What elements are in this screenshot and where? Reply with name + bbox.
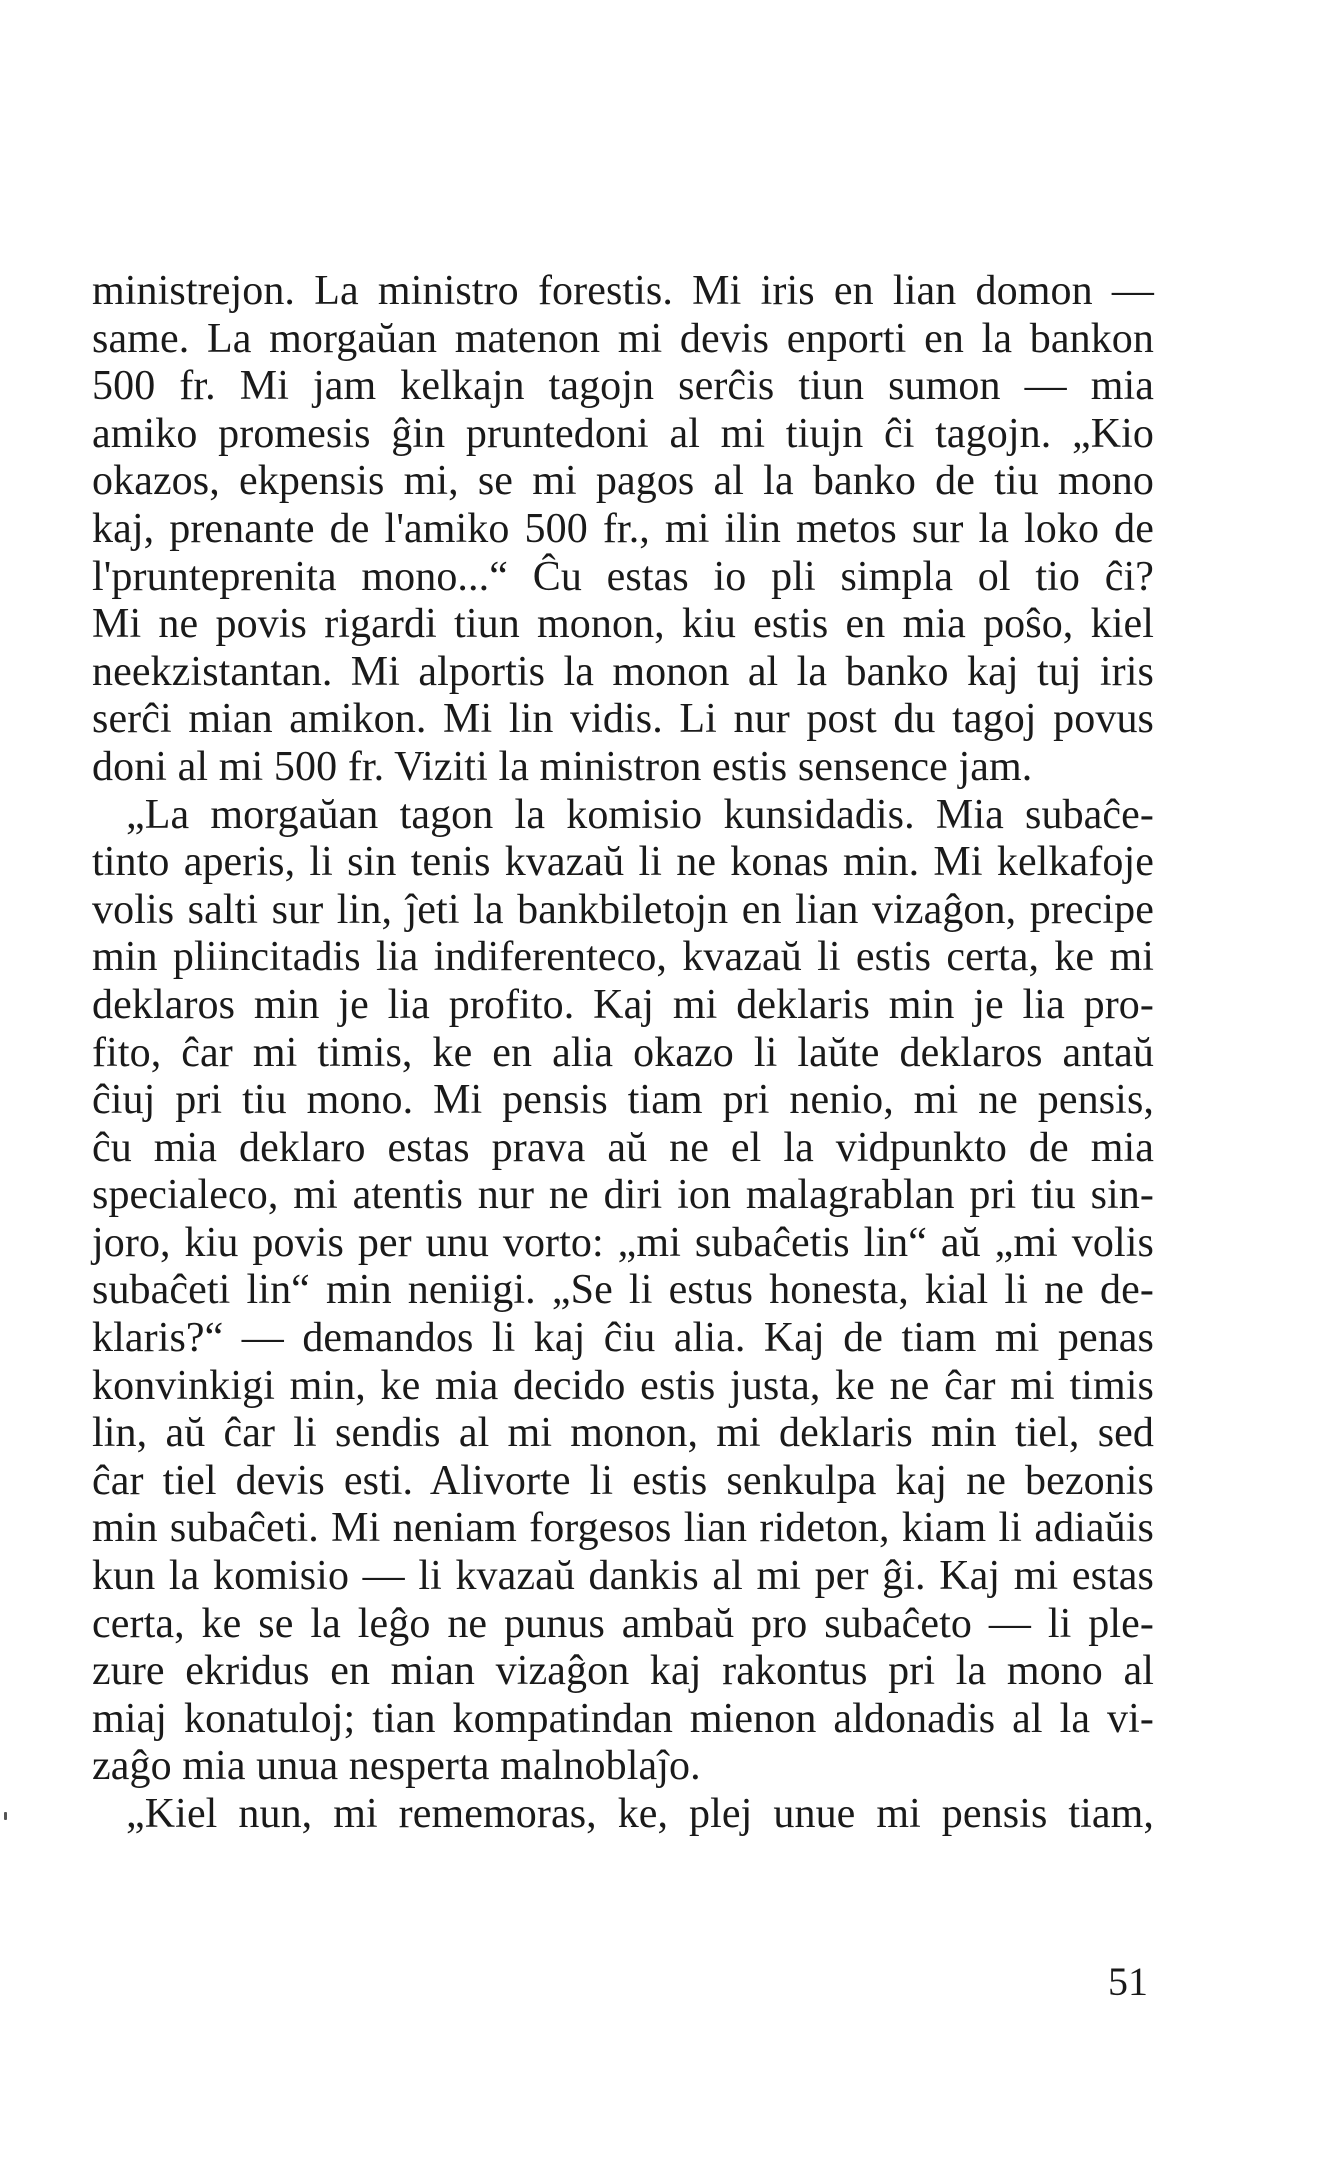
text-line: serĉi mian amikon. Mi lin vidis. Li nur post du tagoj povus [92,696,1154,743]
text-line: zure ekridus en mian vizaĝon kaj rakontus pri la mono al [92,1648,1154,1695]
text-line: subaĉeti lin“ min neniigi. „Se li estus honesta, kial li ne de- [92,1267,1154,1314]
text-line: ministrejon. La ministro forestis. Mi iris en lian domon — [92,268,1154,314]
text-line: min pliincitadis lia indiferenteco, kvazaŭ li estis certa, ke mi [92,934,1154,981]
text-line: klaris?“ — demandos li kaj ĉiu alia. Kaj de tiam mi penas [92,1315,1154,1362]
text-line: min subaĉeti. Mi neniam forgesos lian rideton, kiam li adiaŭis [92,1505,1154,1552]
text-line: ĉiuj pri tiu mono. Mi pensis tiam pri nenio, mi ne pensis, [92,1077,1154,1124]
text-line: Mi ne povis rigardi tiun monon, kiu estis en mia poŝo, kiel [92,601,1154,648]
text-line: miaj konatuloj; tian kompatindan mienon aldonadis al la vi- [92,1695,1154,1742]
text-line: ĉu mia deklaro estas prava aŭ ne el la vidpunkto de mia [92,1124,1154,1171]
text-line: „Kiel nun, mi rememoras, ke, plej unue mi pensis tiam, [126,1791,1154,1837]
scan-speck [4,1812,7,1820]
text-line: zaĝo mia unua nesperta malnoblaĵo. [92,1743,701,1790]
text-line: kun la komisio — li kvazaŭ dankis al mi per ĝi. Kaj mi estas [92,1553,1154,1600]
text-line: neekzistantan. Mi alportis la monon al la banko kaj tuj iris [92,648,1154,695]
text-line: amiko promesis ĝin pruntedoni al mi tiujn ĉi tagojn. „Kio [92,410,1154,457]
text-line: kaj, prenante de l'amiko 500 fr., mi ilin metos sur la loko de [92,505,1154,552]
text-line: l'prunteprenita mono...“ Ĉu estas io pli simpla ol tio ĉi? [92,553,1154,600]
text-line: 500 fr. Mi jam kelkajn tagojn serĉis tiun sumon — mia [92,363,1154,410]
text-line: lin, aŭ ĉar li sendis al mi monon, mi deklaris min tiel, sed [92,1410,1154,1457]
text-line: joro, kiu povis per unu vorto: „mi subaĉetis lin“ aŭ „mi volis [92,1219,1154,1266]
text-line: okazos, ekpensis mi, se mi pagos al la banko de tiu mono [92,458,1154,505]
text-line: volis salti sur lin, ĵeti la bankbiletojn en lian vizaĝon, precipe [92,886,1154,933]
text-line: deklaros min je lia profito. Kaj mi deklaris min je lia pro- [92,981,1154,1028]
text-line: tinto aperis, li sin tenis kvazaŭ li ne konas min. Mi kelkafoje [92,839,1154,886]
page-number: 51 [1108,1959,1148,2004]
text-line: specialeco, mi atentis nur ne diri ion malagrablan pri tiu sin- [92,1172,1154,1219]
text-line: same. La morgaŭan matenon mi devis enporti en la bankon [92,315,1154,362]
body-text [92,268,1154,1839]
text-line: certa, ke se la leĝo ne punus ambaŭ pro subaĉeto — li ple- [92,1600,1154,1647]
text-line: ĉar tiel devis esti. Alivorte li estis senkulpa kaj ne bezonis [92,1457,1154,1504]
text-line: fito, ĉar mi timis, ke en alia okazo li laŭte deklaros antaŭ [92,1029,1154,1076]
text-line: doni al mi 500 fr. Viziti la ministron estis sensence jam. [92,743,1033,790]
text-line: „La morgaŭan tagon la komisio kunsidadis. Mia subaĉe- [126,791,1154,838]
text-line: konvinkigi min, ke mia decido estis justa, ke ne ĉar mi timis [92,1362,1154,1409]
